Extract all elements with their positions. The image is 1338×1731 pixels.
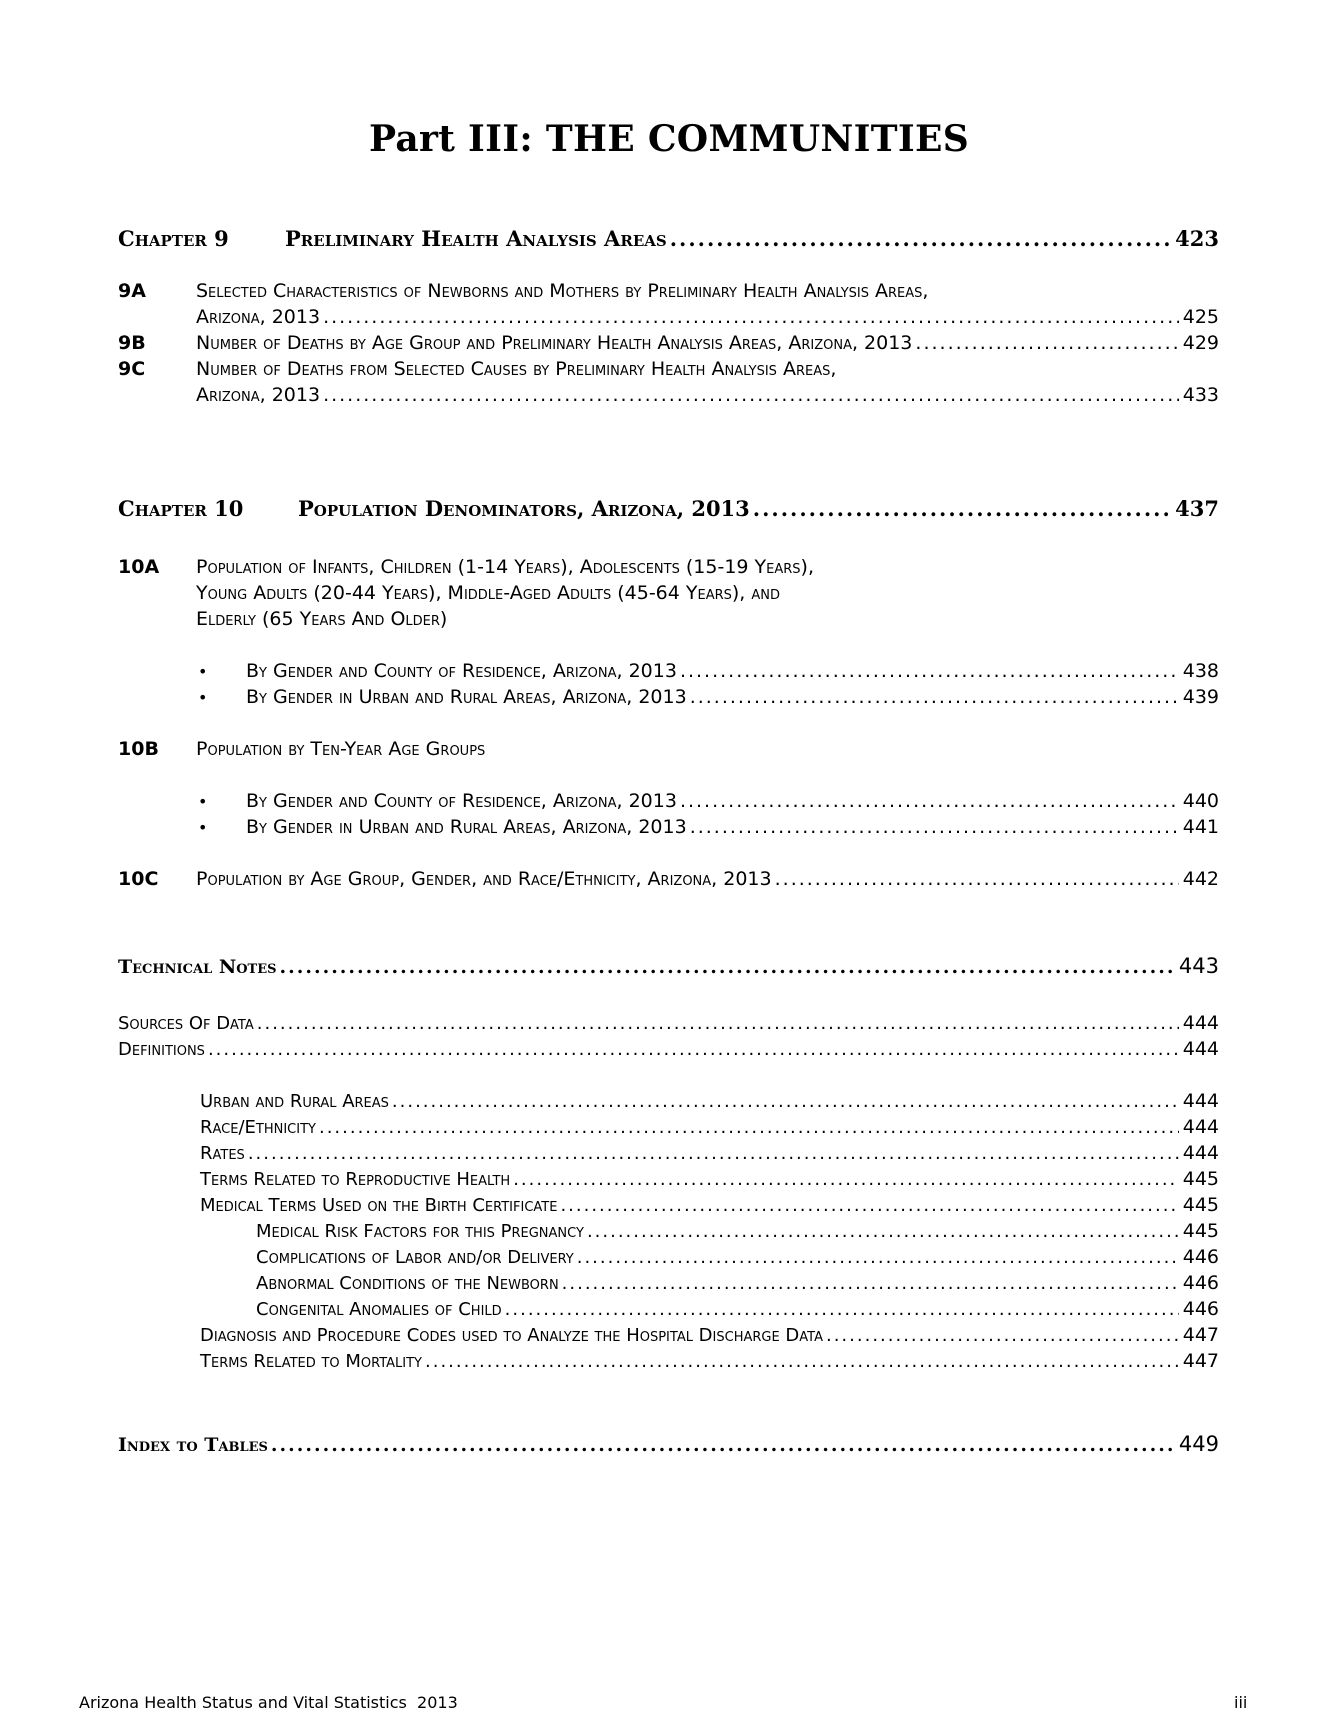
toc-entry-9b[interactable] — [196, 332, 1219, 354]
page-number: 447 — [1182, 1324, 1219, 1346]
table-code-10a: 10A — [118, 556, 160, 578]
toc-technical-notes[interactable] — [118, 954, 1219, 978]
page-number: 444 — [1182, 1090, 1219, 1112]
dot-leader — [690, 686, 1179, 708]
table-title-10a-line3: Elderly (65 Years And Older) — [196, 608, 448, 630]
table-code-9c: 9C — [118, 358, 146, 380]
dot-leader — [208, 1039, 1179, 1060]
toc-def-risk-factors[interactable] — [256, 1220, 1219, 1242]
page-number: 444 — [1182, 1038, 1219, 1060]
entry-label: Abnormal Conditions of the Newborn — [256, 1273, 559, 1294]
table-title-9b: Number of Deaths by Age Group and Preliminary Health Analysis Areas, Arizona, 2013 — [196, 332, 913, 354]
sub-entry-label: By Gender in Urban and Rural Areas, Arizona, 2013 — [246, 686, 687, 708]
table-title-10c: Population by Age Group, Gender, and Race/Ethnicity, Arizona, 2013 — [196, 868, 772, 890]
toc-definitions[interactable] — [118, 1038, 1219, 1060]
page-number: 425 — [1182, 306, 1219, 328]
dot-leader — [392, 1091, 1179, 1112]
dot-leader — [577, 1247, 1179, 1268]
dot-leader — [562, 1273, 1179, 1294]
chapter-label: Chapter 10 — [118, 496, 244, 521]
section-title: Index to Tables — [118, 1434, 268, 1456]
entry-label: Congenital Anomalies of Child — [256, 1299, 502, 1320]
page-number: 445 — [1182, 1220, 1219, 1242]
dot-leader — [323, 384, 1179, 406]
page-number: 423 — [1175, 226, 1219, 251]
table-title-10a-line2: Young Adults (20-44 Years), Middle-Aged Adults (45-64 Years), and — [196, 582, 781, 604]
toc-entry-10b-1[interactable] — [246, 790, 1219, 812]
dot-leader — [670, 226, 1171, 251]
toc-entry-9c[interactable] — [196, 384, 1219, 406]
page-number: 429 — [1182, 332, 1219, 354]
page-number: 444 — [1182, 1012, 1219, 1034]
sub-entry-label: By Gender and County of Residence, Arizona, 2013 — [246, 660, 677, 682]
toc-def-rates[interactable] — [200, 1142, 1219, 1164]
toc-def-abnormal[interactable] — [256, 1272, 1219, 1294]
page-number: 437 — [1175, 496, 1219, 521]
bullet-icon: • — [198, 662, 208, 681]
toc-entry-10a-2[interactable] — [246, 686, 1219, 708]
dot-leader — [775, 868, 1179, 890]
toc-index-to-tables[interactable] — [118, 1432, 1219, 1456]
dot-leader — [513, 1169, 1179, 1190]
dot-leader — [271, 1434, 1175, 1456]
chapter-title: Population Denominators, Arizona, 2013 — [298, 496, 750, 521]
page-number: 449 — [1178, 1432, 1219, 1456]
dot-leader — [505, 1299, 1179, 1320]
bullet-icon: • — [198, 818, 208, 837]
entry-label: Terms Related to Mortality — [200, 1351, 422, 1372]
dot-leader — [753, 496, 1171, 521]
toc-def-reproductive[interactable] — [200, 1168, 1219, 1190]
page-title: Part III: THE COMMUNITIES — [368, 118, 970, 160]
toc-entry-10c[interactable] — [196, 868, 1219, 890]
entry-label: Medical Risk Factors for this Pregnancy — [256, 1221, 584, 1242]
page-number: 445 — [1182, 1168, 1219, 1190]
page-number: 433 — [1182, 384, 1219, 406]
chapter-title: Preliminary Health Analysis Areas — [285, 226, 667, 251]
table-title-10a-line1: Population of Infants, Children (1-14 Years), Adolescents (15-19 Years), — [196, 556, 815, 578]
page-number: 446 — [1182, 1298, 1219, 1320]
bullet-icon: • — [198, 792, 208, 811]
footer-publication-title: Arizona Health Status and Vital Statistics 2013 — [79, 1693, 458, 1712]
page-number: 444 — [1182, 1142, 1219, 1164]
dot-leader — [915, 332, 1178, 354]
entry-label: Complications of Labor and/or Delivery — [256, 1247, 574, 1268]
page-number: 441 — [1182, 816, 1219, 838]
toc-def-diagnosis-codes[interactable] — [200, 1324, 1219, 1346]
table-code-10b: 10B — [118, 738, 159, 760]
toc-entry-9a[interactable] — [196, 306, 1219, 328]
page-number: 447 — [1182, 1350, 1219, 1372]
page-number: 446 — [1182, 1272, 1219, 1294]
toc-chapter-10[interactable] — [118, 496, 1219, 521]
entry-label: Diagnosis and Procedure Codes used to Analyze the Hospital Discharge Data — [200, 1325, 823, 1346]
table-title-9a-line1[interactable]: Selected Characteristics of Newborns and Mothers by Preliminary Health Analysis Areas, — [196, 280, 929, 302]
table-title-9a-line2: Arizona, 2013 — [196, 306, 321, 328]
dot-leader — [690, 816, 1179, 838]
page-number: 446 — [1182, 1246, 1219, 1268]
page-number: 438 — [1182, 660, 1219, 682]
toc-chapter-9[interactable] — [118, 226, 1219, 251]
toc-def-medical-terms[interactable] — [200, 1194, 1219, 1216]
page-number: 444 — [1182, 1116, 1219, 1138]
page-number: 442 — [1182, 868, 1219, 890]
entry-label: Urban and Rural Areas — [200, 1091, 389, 1112]
sub-entry-label: By Gender and County of Residence, Arizona, 2013 — [246, 790, 677, 812]
toc-def-mortality[interactable] — [200, 1350, 1219, 1372]
dot-leader — [280, 956, 1175, 978]
entry-label: Definitions — [118, 1039, 205, 1060]
dot-leader — [248, 1143, 1179, 1164]
entry-label: Sources Of Data — [118, 1013, 254, 1034]
table-title-9c-line1[interactable]: Number of Deaths from Selected Causes by Preliminary Health Analysis Areas, — [196, 358, 837, 380]
dot-leader — [826, 1325, 1179, 1346]
dot-leader — [319, 1117, 1179, 1138]
page-number: 445 — [1182, 1194, 1219, 1216]
page-number: 443 — [1178, 954, 1219, 978]
sub-entry-label: By Gender in Urban and Rural Areas, Arizona, 2013 — [246, 816, 687, 838]
table-code-9a: 9A — [118, 280, 146, 302]
dot-leader — [587, 1221, 1179, 1242]
bullet-icon: • — [198, 688, 208, 707]
dot-leader — [680, 790, 1179, 812]
dot-leader — [425, 1351, 1179, 1372]
toc-def-complications[interactable] — [256, 1246, 1219, 1268]
entry-label: Terms Related to Reproductive Health — [200, 1169, 511, 1190]
toc-entry-10a-1[interactable] — [246, 660, 1219, 682]
dot-leader — [323, 306, 1179, 328]
dot-leader — [257, 1013, 1179, 1034]
dot-leader — [560, 1195, 1178, 1216]
table-title-9c-line2: Arizona, 2013 — [196, 384, 321, 406]
footer-page-number: iii — [1234, 1693, 1248, 1712]
toc-def-congenital[interactable] — [256, 1298, 1219, 1320]
toc-def-urban-rural[interactable] — [200, 1090, 1219, 1112]
toc-sources[interactable] — [118, 1012, 1219, 1034]
section-title: Technical Notes — [118, 956, 277, 978]
page-number: 440 — [1182, 790, 1219, 812]
table-code-10c: 10C — [118, 868, 159, 890]
entry-label: Race/Ethnicity — [200, 1117, 316, 1138]
entry-label: Rates — [200, 1143, 245, 1164]
table-code-9b: 9B — [118, 332, 146, 354]
entry-label: Medical Terms Used on the Birth Certificate — [200, 1195, 558, 1216]
toc-entry-10b-2[interactable] — [246, 816, 1219, 838]
chapter-label: Chapter 9 — [118, 226, 229, 251]
page-number: 439 — [1182, 686, 1219, 708]
table-title-10b: Population by Ten-Year Age Groups — [196, 738, 486, 760]
toc-def-race[interactable] — [200, 1116, 1219, 1138]
dot-leader — [680, 660, 1179, 682]
